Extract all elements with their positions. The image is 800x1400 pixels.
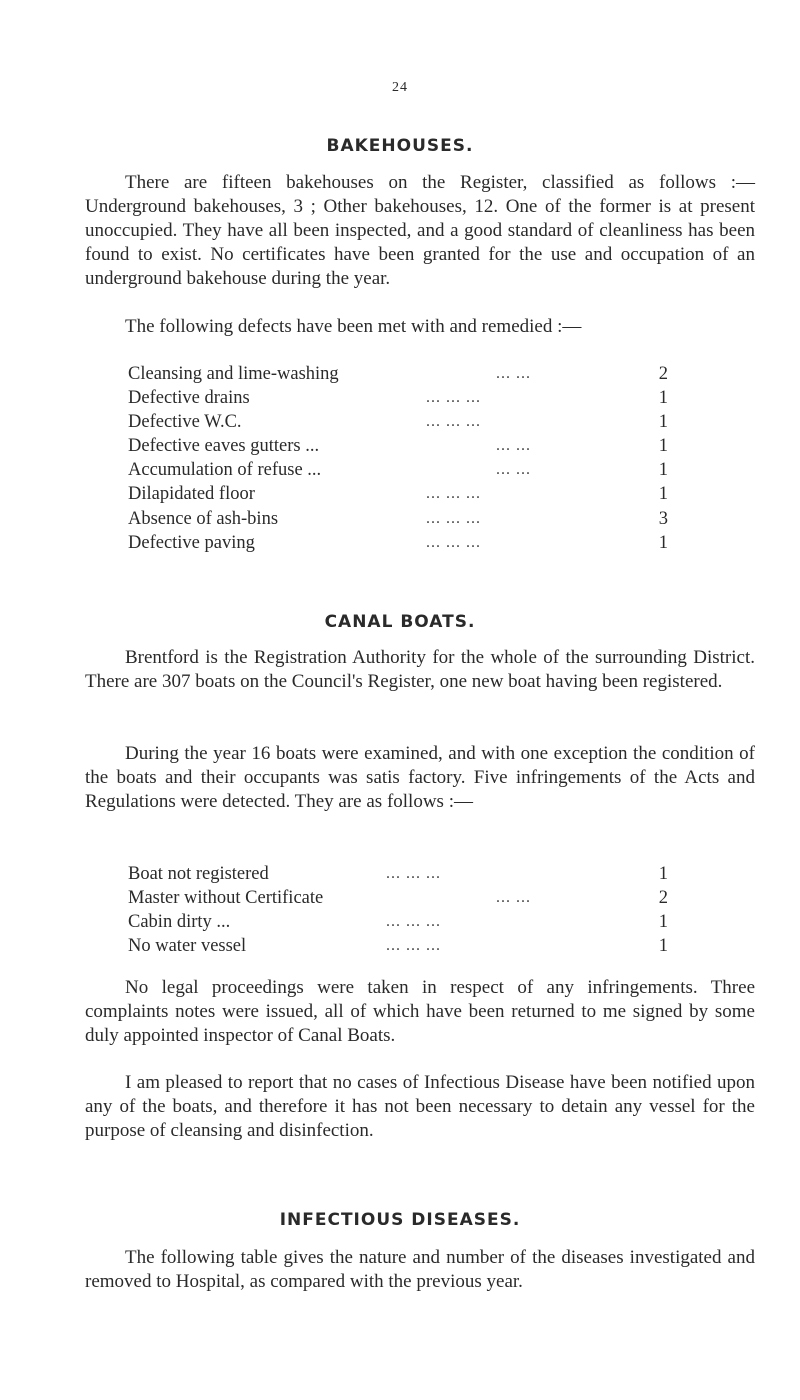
defect-label: Defective drains	[128, 388, 250, 409]
list-item	[128, 386, 668, 410]
defect-count: 3	[658, 508, 668, 529]
defect-label: Defective eaves gutters ...	[128, 436, 320, 457]
bakehouses-heading: BAKEHOUSES.	[326, 136, 474, 156]
infringement-count: 1	[658, 912, 668, 933]
defect-count: 1	[658, 460, 668, 481]
leader-dots: ... ...	[496, 461, 531, 479]
canal-boats-paragraph-2: During the year 16 boats were examined, and with one exception the condition of the boats and their occupants was satis factory. Five infringements of the Acts and Regulations were detected. They are as follows :—	[85, 743, 755, 812]
infringements-list	[128, 862, 668, 958]
defect-label: Defective paving	[128, 532, 255, 553]
leader-dots: ... ... ...	[386, 865, 441, 882]
infringement-count: 2	[658, 888, 668, 909]
leader-dots: ... ... ...	[426, 389, 481, 407]
defect-count: 1	[658, 436, 668, 457]
defect-label: Dilapidated floor	[128, 484, 255, 505]
defect-count: 2	[658, 364, 668, 384]
list-item	[128, 410, 668, 434]
list-item	[128, 531, 668, 555]
canal-boats-paragraph-3: No legal proceedings were taken in respect of any infringements. Three complaints notes were issued, all of which have been returned to me signed by some duly appointed inspector of Canal Boats.	[85, 977, 755, 1046]
infringement-label: Boat not registered	[128, 864, 269, 884]
infringement-label: Cabin dirty ...	[128, 912, 231, 933]
canal-boats-paragraph-1: Brentford is the Registration Authority for the whole of the surrounding District. There are 307 boats on the Council's Register, one new boat having been registered.	[85, 647, 755, 692]
infringement-label: Master without Certificate	[128, 888, 324, 909]
defect-label: Accumulation of refuse ...	[128, 460, 322, 481]
leader-dots: ... ...	[496, 365, 531, 382]
leader-dots: ... ... ...	[426, 533, 481, 551]
list-item	[128, 458, 668, 482]
defect-label: Cleansing and lime-washing	[128, 364, 339, 384]
infectious-diseases-paragraph: The following table gives the nature and number of the diseases investigated and removed to Hospital, as compared with the previous year.	[85, 1247, 755, 1292]
list-item	[128, 362, 668, 386]
list-item	[128, 507, 668, 531]
leader-dots: ... ... ...	[386, 913, 441, 931]
leader-dots: ... ... ...	[426, 509, 481, 527]
infringement-label: No water vessel	[128, 936, 247, 957]
canal-boats-paragraph-4: I am pleased to report that no cases of Infectious Disease have been notified upon any of the boats, and therefore it has not been necessary to detain any vessel for the purpose of cleansing and disinfection.	[85, 1072, 755, 1141]
defects-intro: The following defects have been met with and remedied :—	[125, 316, 582, 337]
list-item	[128, 862, 668, 886]
infringement-count: 1	[658, 936, 668, 957]
leader-dots: ... ... ...	[426, 413, 481, 431]
leader-dots: ... ...	[496, 889, 531, 907]
list-item	[128, 934, 668, 958]
canal-boats-heading: CANAL BOATS.	[324, 612, 476, 632]
infectious-diseases-heading: INFECTIOUS DISEASES.	[279, 1210, 521, 1230]
defect-count: 1	[658, 388, 668, 409]
defect-count: 1	[658, 412, 668, 433]
leader-dots: ... ... ...	[426, 485, 481, 503]
defect-label: Defective W.C.	[128, 412, 242, 433]
leader-dots: ... ...	[496, 437, 531, 455]
list-item	[128, 434, 668, 458]
infringement-count: 1	[658, 864, 668, 884]
leader-dots: ... ... ...	[386, 937, 441, 955]
defects-list	[128, 362, 668, 555]
list-item	[128, 910, 668, 934]
page-number: 24	[392, 80, 408, 95]
list-item	[128, 482, 668, 506]
bakehouses-paragraph: There are fifteen bakehouses on the Register, classified as follows :—Underground bakehouses, 3 ; Other bakehouses, 12. One of the former is at present unoccupied. They have all been inspected, and a good standard of cleanliness has been found to exist. No certificates have been granted for the use and occupation of an underground bakehouse during the year.	[85, 172, 755, 289]
defect-count: 1	[658, 532, 668, 553]
defect-label: Absence of ash-bins	[128, 508, 279, 529]
defect-count: 1	[658, 484, 668, 505]
list-item	[128, 886, 668, 910]
